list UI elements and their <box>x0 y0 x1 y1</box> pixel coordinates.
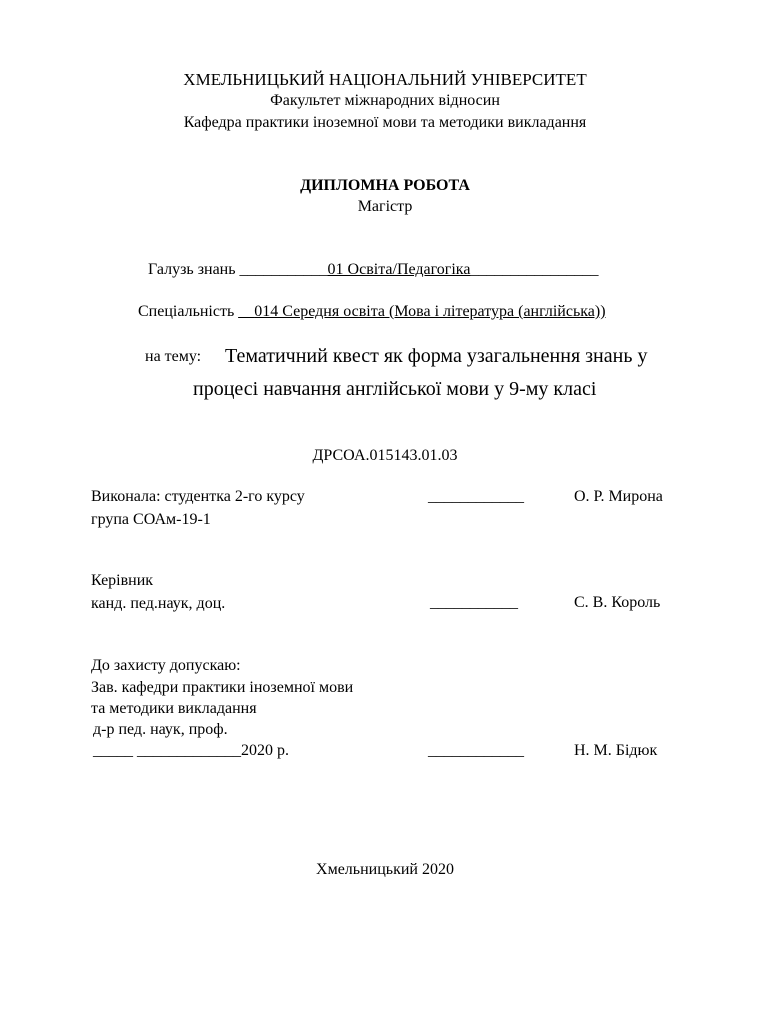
university-name: ХМЕЛЬНИЦЬКИЙ НАЦІОНАЛЬНИЙ УНІВЕРСИТЕТ <box>183 70 587 89</box>
field-blank-after: ________________ <box>470 261 599 278</box>
specialty-value: 014 Середня освіта (Мова і література (англійська)) <box>254 303 606 320</box>
city-year: Хмельницький 2020 <box>316 861 454 878</box>
field-label: Галузь знань <box>148 261 236 278</box>
admission-date-line: _____ _____________2020 р. <box>93 742 289 759</box>
work-type: ДИПЛОМНА РОБОТА <box>300 177 470 194</box>
supervisor-title: Керівник <box>91 572 154 589</box>
admission-line-1: До захисту допускаю: <box>91 657 241 674</box>
admission-line-3: та методики викладання <box>91 700 257 717</box>
degree: Магістр <box>357 198 413 215</box>
student-name: О. Р. Мирона <box>574 488 663 505</box>
topic-line-2: процесі навчання англійської мови у 9-му класі <box>193 378 597 400</box>
field-of-knowledge <box>148 262 598 278</box>
supervisor-degree: канд. пед.наук, доц. <box>91 595 226 612</box>
topic-line-1: Тематичний квест як форма узагальнення знань у <box>225 345 648 367</box>
student-group: група СОАм-19-1 <box>91 511 211 528</box>
specialty-label: Спеціальність <box>138 303 235 320</box>
supervisor-name: С. В. Король <box>574 594 661 611</box>
field-value: 01 Освіта/Педагогіка <box>327 261 471 278</box>
supervisor-signature-blank: ___________ <box>430 594 518 611</box>
specialty-blank-before: __ <box>238 303 255 320</box>
student-signature-blank: ____________ <box>428 488 524 505</box>
admission-name: Н. М. Бідюк <box>574 742 658 759</box>
field-blank-before: ___________ <box>239 261 328 278</box>
topic-label: на тему: <box>145 348 202 365</box>
student-line-1: Виконала: студентка 2-го курсу <box>91 488 305 505</box>
department-name: Кафедра практики іноземної мови та методики викладання <box>183 114 587 131</box>
admission-line-4: д-р пед. наук, проф. <box>93 721 228 738</box>
admission-line-2: Зав. кафедри практики іноземної мови <box>91 679 354 696</box>
admission-signature-blank: ____________ <box>428 742 524 759</box>
faculty-name: Факультет міжнародних відносин <box>270 92 500 109</box>
document-code: ДРСОА.015143.01.03 <box>312 447 458 464</box>
specialty <box>138 304 606 320</box>
